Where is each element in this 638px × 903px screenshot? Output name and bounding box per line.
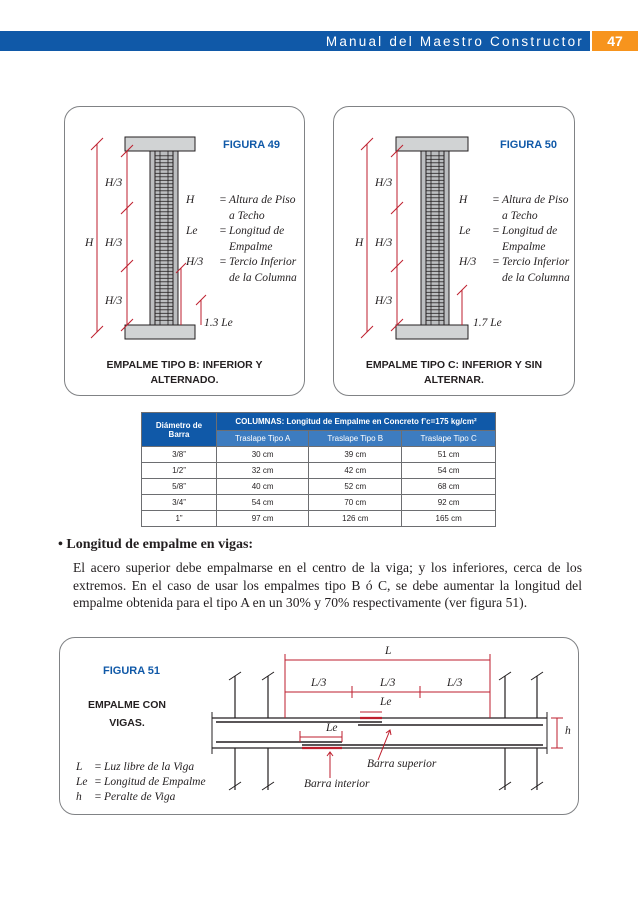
figure-50-column-drawing bbox=[396, 137, 468, 339]
figure-51-label-h: h bbox=[565, 725, 571, 737]
table-header-diameter: Diámetro de Barra bbox=[142, 413, 217, 447]
table-row: 3/8” 30 cm 39 cm 51 cm bbox=[142, 447, 496, 463]
figure-51-label-bottom-bar: Barra interior bbox=[304, 778, 370, 790]
table-header-type-a: Traslape Tipo A bbox=[217, 431, 309, 447]
legend-row: Empalme bbox=[502, 240, 546, 253]
figure-49-label-H: H bbox=[85, 237, 94, 249]
figure-50-legend bbox=[459, 193, 570, 286]
splice-length-table bbox=[141, 412, 496, 527]
page-number: 47 bbox=[592, 31, 638, 51]
figure-50-label-third-mid: H/3 bbox=[375, 237, 393, 249]
figure-51-legend bbox=[76, 760, 206, 805]
figure-49-label-third-top: H/3 bbox=[105, 177, 123, 189]
legend-row: H = Altura de Piso bbox=[459, 194, 569, 206]
figure-50-label-third-bottom: H/3 bbox=[375, 295, 393, 307]
figure-49-legend bbox=[186, 193, 297, 286]
table-header-type-c: Traslape Tipo C bbox=[402, 431, 496, 447]
legend-row: de la Columna bbox=[229, 271, 297, 284]
table-header-title: COLUMNAS: Longitud de Empalme en Concreto f’c=175 kg/cm² bbox=[217, 413, 496, 431]
section-heading bbox=[58, 537, 253, 553]
figure-49-label-third-bottom: H/3 bbox=[105, 295, 123, 307]
figure-50-splice-label: 1.7 Le bbox=[473, 317, 502, 329]
bottom-slab bbox=[396, 325, 468, 339]
legend-row: a Techo bbox=[229, 209, 265, 222]
legend-row: de la Columna bbox=[502, 271, 570, 284]
figure-49-splice-label: 1.3 Le bbox=[204, 317, 233, 329]
table-row: 1/2” 32 cm 42 cm 54 cm bbox=[142, 463, 496, 479]
figure-49-caption: EMPALME TIPO B: INFERIOR Y ALTERNADO. bbox=[106, 359, 263, 386]
legend-row: L = Luz libre de la Viga bbox=[76, 761, 195, 773]
figure-51-label-L: L bbox=[385, 645, 392, 657]
figure-50-title: FIGURA 50 bbox=[500, 139, 558, 151]
legend-row: H = Altura de Piso bbox=[186, 194, 296, 206]
figure-51-label-Le-bottom: Le bbox=[326, 722, 338, 734]
figure-51-beam-drawing bbox=[212, 672, 547, 790]
figure-51-title: FIGURA 51 bbox=[103, 665, 161, 677]
table-row: 1” 97 cm 126 cm 165 cm bbox=[142, 511, 496, 527]
legend-row: Empalme bbox=[229, 240, 273, 253]
legend-row: h = Peralte de Viga bbox=[76, 791, 176, 803]
section-heading-text: Longitud de empalme en vigas: bbox=[66, 537, 254, 552]
legend-row: Le = Longitud de bbox=[186, 225, 285, 237]
legend-row: a Techo bbox=[502, 209, 538, 222]
header-title: Manual del Maestro Constructor bbox=[325, 34, 584, 49]
table-header-type-b: Traslape Tipo B bbox=[309, 431, 402, 447]
legend-row: Le = Longitud de Empalme bbox=[76, 776, 206, 788]
legend-row: H/3 = Tercio Inferior bbox=[459, 256, 570, 268]
figure-51-label-Le-top: Le bbox=[380, 696, 392, 708]
figure-49-column-drawing bbox=[125, 137, 195, 339]
figure-51-label-top-bar: Barra superior bbox=[367, 758, 437, 770]
figure-50-caption: EMPALME TIPO C: INFERIOR Y SIN ALTERNAR. bbox=[365, 359, 543, 386]
bullet-glyph: • bbox=[58, 537, 63, 552]
top-slab bbox=[396, 137, 468, 151]
figure-51-label-third-left: L/3 bbox=[311, 677, 327, 689]
table-row: 3/4” 54 cm 70 cm 92 cm bbox=[142, 495, 496, 511]
stirrups bbox=[155, 153, 173, 323]
section-paragraph: El acero superior debe empalmarse en el centro de la viga; y los inferiores, cerca de los extremos. En el caso de usar los empalmes tipo B ó C, se debe aumentar la longitud del empalme obtenida para el tipo A en un 30% y 70% respectivamente (ver figura 51). bbox=[73, 560, 582, 610]
top-slab bbox=[125, 137, 195, 151]
figure-50-label-third-top: H/3 bbox=[375, 177, 393, 189]
legend-row: Le = Longitud de bbox=[459, 225, 558, 237]
figure-49-label-third-mid: H/3 bbox=[105, 237, 123, 249]
figure-51-label-third-right: L/3 bbox=[447, 677, 463, 689]
figure-51-label-third-mid: L/3 bbox=[380, 677, 396, 689]
legend-row: H/3 = Tercio Inferior bbox=[186, 256, 297, 268]
figure-51-caption: EMPALME CON VIGAS. bbox=[88, 699, 166, 729]
figure-49-title: FIGURA 49 bbox=[223, 139, 281, 151]
figure-50-label-H: H bbox=[355, 237, 364, 249]
stirrups bbox=[426, 153, 444, 323]
table-row: 5/8” 40 cm 52 cm 68 cm bbox=[142, 479, 496, 495]
bottom-slab bbox=[125, 325, 195, 339]
